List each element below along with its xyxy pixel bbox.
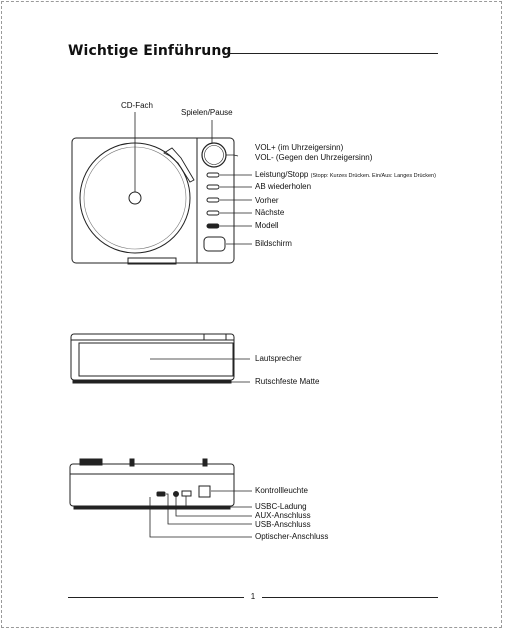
back-post-right — [203, 459, 207, 466]
label-power-stop-note: (Stopp: Kurzes Drücken. Ein/Aus: Langes Drücken) — [310, 173, 436, 179]
back-view-diagram — [70, 459, 252, 537]
power-stop-button — [207, 173, 219, 177]
ab-repeat-button — [207, 185, 219, 189]
back-post-left — [130, 459, 134, 466]
label-optical-port: Optischer-Anschluss — [255, 532, 329, 541]
footer-rule-right — [262, 597, 438, 598]
label-aux-port: AUX-Anschluss — [255, 511, 311, 520]
label-vol-plus: VOL+ (im Uhrzeigersinn) — [255, 143, 344, 152]
device-top-body — [72, 138, 234, 263]
device-front-body — [71, 334, 234, 380]
page-number: 1 — [250, 592, 256, 601]
label-mode: Modell — [255, 221, 279, 230]
speaker-grille — [79, 343, 233, 376]
label-display: Bildschirm — [255, 239, 292, 248]
display-screen — [204, 237, 225, 251]
cd-spindle — [129, 192, 141, 204]
tone-arm — [164, 148, 194, 182]
label-speaker: Lautsprecher — [255, 354, 302, 363]
label-anti-slip-mat: Rutschfeste Matte — [255, 377, 320, 386]
front-view-diagram — [71, 334, 250, 383]
back-foot-strip — [74, 506, 230, 509]
indicator-light — [199, 486, 210, 497]
device-back-body — [70, 464, 234, 506]
label-power-stop — [255, 170, 436, 181]
label-cd-tray: CD-Fach — [121, 101, 154, 110]
label-ab-repeat: AB wiederholen — [255, 182, 312, 191]
volume-knob — [202, 143, 226, 167]
page-heading: Wichtige Einführung — [68, 43, 232, 59]
usb-port — [182, 491, 191, 496]
mode-button — [207, 224, 219, 228]
previous-button — [207, 198, 219, 202]
label-usb-port: USB-Anschluss — [255, 520, 311, 529]
usbc-port — [157, 492, 165, 496]
anti-slip-mat-strip — [73, 380, 231, 383]
volume-knob-inner — [205, 146, 224, 165]
next-button — [207, 211, 219, 215]
label-vol-minus: VOL- (Gegen den Uhrzeigersinn) — [255, 153, 373, 162]
label-indicator: Kontrollleuchte — [255, 486, 308, 495]
label-previous: Vorher — [255, 196, 279, 205]
aux-port — [174, 492, 179, 497]
label-power-stop-text: Leistung/Stopp — [255, 170, 309, 179]
front-top-tab — [204, 334, 226, 340]
label-usbc-charging: USBC-Ladung — [255, 502, 307, 511]
footer-rule-left — [68, 597, 244, 598]
label-play-pause: Spielen/Pause — [181, 108, 233, 117]
back-left-block — [80, 459, 102, 465]
top-view-diagram — [72, 112, 252, 264]
label-next: Nächste — [255, 208, 285, 217]
